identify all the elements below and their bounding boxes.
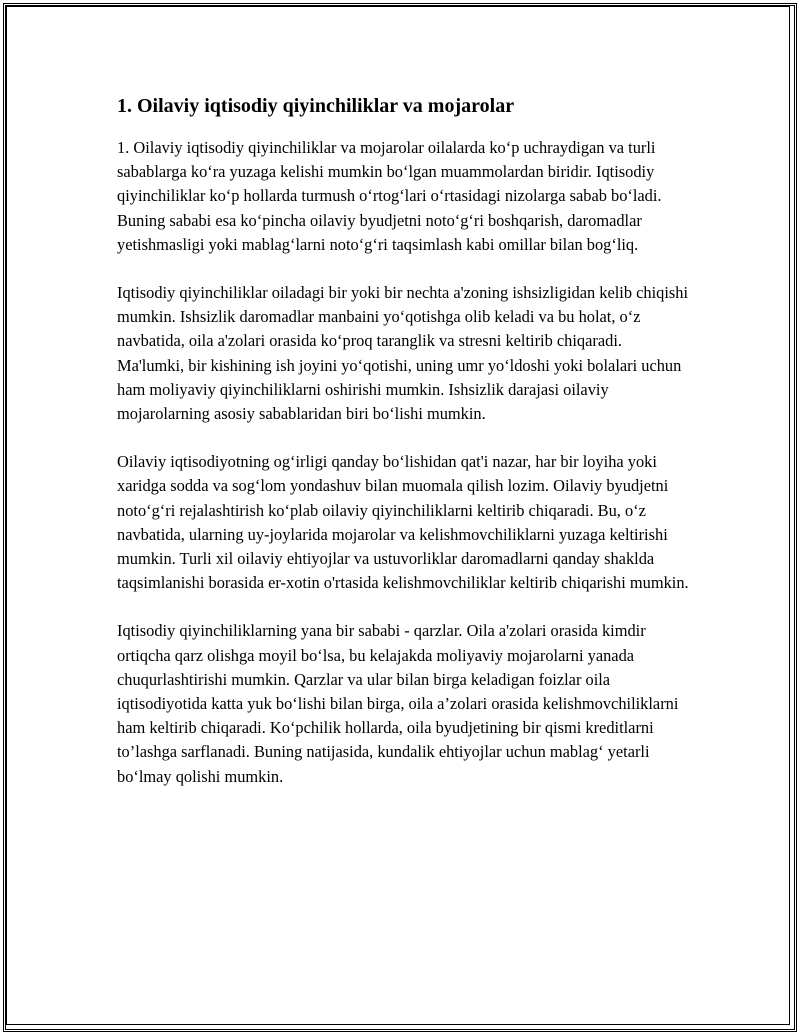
paragraph-4: Iqtisodiy qiyinchiliklarning yana bir sababi - qarzlar. Oila a'zolari orasida kimdir ortiqcha qarz olishga moyil boʻlsa, bu kelajakda moliyaviy mojarolarni yanada chuqurlashtirishi mumkin. Qarzlar va ular bilan birga keladigan foizlar oila iqtisodiyotida katta yuk boʻlishi bilan birga, oila a’zolari orasida kelishmovchiliklarni ham keltirib chiqaradi. Koʻpchilik hollarda, oila byudjetining bir qismi kreditlarni to’lashga sarflanadi. Buning natijasida, kundalik ehtiyojlar uchun mablagʻ yetarli boʻlmay qolishi mumkin.: [117, 621, 679, 786]
document-title: 1. Oilaviy iqtisodiy qiyinchiliklar va mojarolar: [117, 95, 515, 117]
paragraph-2: Iqtisodiy qiyinchiliklar oiladagi bir yoki bir nechta a'zoning ishsizligidan kelib chiqishi mumkin. Ishsizlik daromadlar manbaini yoʻqotishga olib keladi va bu holat, oʻz navbatida, oila a'zolari orasida koʻproq taranglik va stresni keltirib chiqaradi. Ma'lumki, bir kishining ish joyini yoʻqotishi, uning umr yoʻldoshi yoki bolalari uchun ham moliyaviy qiyinchiliklarni oshirishi mumkin. Ishsizlik darajasi oilaviy mojarolarning asosiy sabablaridan biri boʻlishi mumkin.: [117, 283, 689, 424]
paragraph-3: Oilaviy iqtisodiyotning ogʻirligi qanday boʻlishidan qat'i nazar, har bir loyiha yoki xaridga sodda va sogʻlom yondashuv bilan muomala qilish lozim. Oilaviy byudjetni notoʻgʻri rejalashtirish koʻplab oilaviy qiyinchiliklarni keltirib chiqaradi. Bu, oʻz navbatida, ularning uy-joylarida mojarolar va kelishmovchiliklarni yuzaga keltirishi mumkin. Turli xil oilaviy ehtiyojlar va ustuvorliklar daromadlarni qanday shaklda taqsimlanishi borasida er-xotin o'rtasida kelishmovchiliklar keltirib chiqarishi mumkin.: [117, 452, 689, 593]
paragraph-1: 1. Oilaviy iqtisodiy qiyinchiliklar va mojarolar oilalarda koʻp uchraydigan va turli sabablarga koʻra yuzaga kelishi mumkin boʻlgan muammolardan biridir. Iqtisodiy qiyinchiliklar koʻp hollarda turmush oʻrtogʻlari oʻrtasidagi nizolarga sabab boʻladi. Buning sababi esa koʻpincha oilaviy byudjetni notoʻgʻri boshqarish, daromadlar yetishmasligi yoki mablagʻlarni notoʻgʻri taqsimlash kabi omillar bilan bogʻliq.: [117, 138, 662, 254]
document-body: [117, 92, 692, 813]
